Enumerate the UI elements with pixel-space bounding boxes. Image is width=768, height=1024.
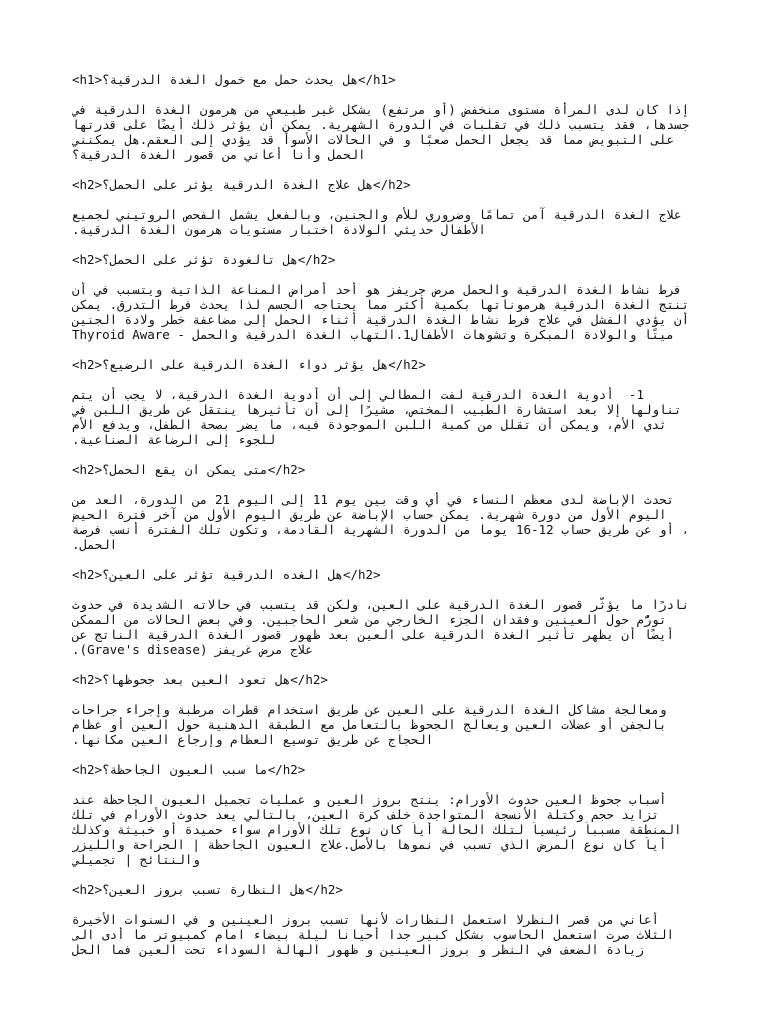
paragraph-line: اليوم الأول من دورة شهرية. يمكن حساب الإباضة عن طريق اليوم الأول من آخر فترة الحيض [72,507,667,522]
paragraph-line: تورُّم حول العينين وفقدان الجزء الخارجي من شعر الحاجبين. وفي بعض الحالات من الممكن [72,612,667,627]
paragraph-line: أعاني من قصر النظرلا استعمل النظارات لأنها تسبب بروز العينين و في السنوات الأخيرة [72,912,659,927]
paragraph [72,282,696,342]
section-heading-tag: <h2>هل تعود العين بعد جحوظها؟</h2> [72,672,328,687]
section-heading-tag: <h2>هل الغده الدرقية تؤثر على العين؟</h2> [72,567,381,582]
paragraph [72,702,696,747]
paragraph [72,207,696,237]
section-heading-tag: <h2>هل يؤثر دواء الغدة الدرقية على الرضيع؟</h2> [72,357,426,372]
paragraph-line: للجوء إلى الرضاعة الصناعية. [72,432,276,447]
paragraph-line: نادرًا ما يؤثّر قصور الغدة الدرقية على العين، ولكن قد يتسبب في حالاته الشديدة في حدوث [72,597,690,612]
paragraph-line: الحمل وأنا أعاني من قصور الغدة الدرقية؟ [72,147,366,162]
paragraph-line: تحدث الإباضة لدى معظم النساء في أي وقت بين يوم 11 إلى اليوم 21 من الدورة، العد من [72,492,675,507]
paragraph-line: جسدها، فقد يتسبب ذلك في تقلبات في الدورة الشهرية. يمكن أن يؤثر ذلك أيضًا على قدرتها [72,117,690,132]
paragraph-line: الثلاث صرت استعمل الحاسوب بشكل كبير جدا أحيانا ليلة بيضاء امام كمبيوتر ما أدى الى [72,927,675,942]
paragraph-line: الأطفال حديثي الولادة اختبار مستويات هرمون الغدة الدرقية. [72,222,486,237]
paragraph-line: فرط نشاط الغدة الدرقية والحمل مرض جريفز هو أحد أمراض المناعة الذاتية ويتسبب في أن [72,282,682,297]
paragraph-line: أسباب جحوظ العين حدوث الأورام: ينتج بروز العين و عمليات تجميل العيون الجاحظة عند [72,792,667,807]
section-heading-tag: <h2>متى يمكن ان يقع الحمل؟</h2> [72,462,306,477]
paragraph-line: أياً كان نوع المرض الذي تسبب في نموها بالأصل.علاج العيون الجاحظة | الجراحة والليزر [72,837,667,852]
paragraph-line: علاج مرض غريفز (Grave's disease). [72,642,313,657]
paragraph-line: أيضًا أن يظهر تأثير الغدة الدرقية على العين بعد ظهور قصور الغدة الدرقية الناتج عن [72,627,675,642]
paragraph-line: ميتًا والولادة المبكرة وتشوهات الأطفال1.التهاب الغدة الدرقية والحمل - Thyroid Aware [72,327,675,342]
paragraph [72,387,696,447]
paragraph [72,102,696,162]
paragraph [72,912,696,957]
paragraph-line: المنطقة مسبباً رئيسياً لتلك الحالة أياً كان نوع تلك الأورام سواء حميدة أو خبيثة وكذلك [72,822,682,837]
section-heading-tag: <h2>هل النظارة تسبب بروز العين؟</h2> [72,882,343,897]
section-heading-tag: <h2>ما سبب العيون الجاحظة؟</h2> [72,762,306,777]
paragraph-line: ، أو عن طريق حساب 12-16 يوما من الدورة الشهرية القادمة، وتكون تلك الفترة أنسب فرصة [72,522,690,537]
paragraph-line: الحجاج عن طريق توسيع العظام وإرجاع العين مكانها. [72,732,434,747]
paragraph-line: والنتائج | تجميلي [72,852,200,867]
paragraph-line: إذا كان لدى المرأة مستوى منخفض (أو مرتفع) بشكل غير طبيعي من هرمون الغدة الدرقية في [72,102,690,117]
paragraph-line: تنتج الغدة الدرقية هرموناتها بكمية أكثر مما يحتاجه الجسم لذا يحدث فرط التدرق. يمكن [72,297,690,312]
paragraph-line: 1- أدوية الغدة الدرقية لفت المطالي إلى أن أدوية الغدة الدرقية، لا يجب أن يتم [72,387,644,402]
section-heading-tag: <h2>هل علاج الغدة الدرقية يؤثر على الحمل؟</h2> [72,177,411,192]
paragraph [72,792,696,867]
paragraph [72,597,696,657]
paragraph-line: تناولها إلا بعد استشارة الطبيب المختص، مشيرًا إلى أن تأثيرها ينتقل عن طريق اللبن في [72,402,682,417]
paragraph-line: زيادة الضعف في النظر و بروز العينين و ظهور الهالة السوداء تحت العين فما الحل [72,942,644,957]
section-heading-tag: <h2>هل تالغودة تؤثر على الحمل؟</h2> [72,252,336,267]
paragraph-line: على التبويض مما قد يجعل الحمل صعبًا و في الحالات الأسوأ قد يؤدي إلى العقم.هل يمكنني [72,132,675,147]
paragraph-line: تزايد حجم وكتلة الأنسجة المتواجدة خلف كرة العين، بالتالي يعد حدوث الأورام في تلك [72,807,659,822]
paragraph-line: بالجفن أو عضلات العين ويعالج الجحوظ بالتعامل مع الطبقة الدهنية حول العين أو عظام [72,717,667,732]
paragraph-line: الحمل. [72,537,118,552]
paragraph [72,492,696,552]
paragraph-line: ثدي الأم، ويمكن أن تقلل من كمية اللبن الموجودة فيه، ما يضر بصحة الطفل، ويدفع الأم [72,417,667,432]
paragraph-line: ومعالجة مشاكل الغدة الدرقية على العين عن طريق استخدام قطرات مرطبة وإجراء جراحات [72,702,667,717]
paragraph-line: أن يؤدي الفشل في علاج فرط نشاط الغدة الدرقية أثناء الحمل إلى مضاعفة خطر ولادة الجنين [72,312,690,327]
document-title-tag: <h1>هل يحدث حمل مع خمول الغدة الدرقية؟</h1> [72,72,396,87]
paragraph-line: علاج الغدة الدرقية آمن تمامًا وضروري للأم والجنين، وبالفعل يشمل الفحص الروتيني لجميع [72,207,682,222]
